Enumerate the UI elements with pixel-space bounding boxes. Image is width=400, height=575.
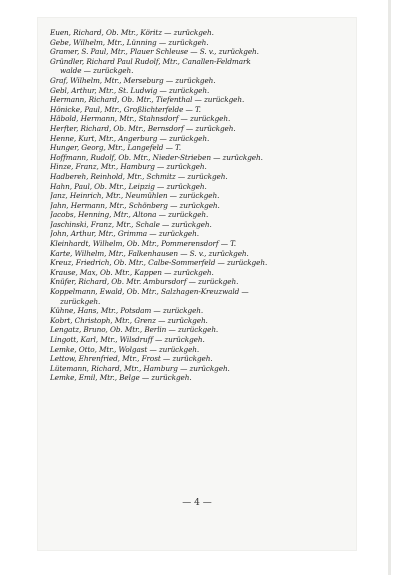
entry-text: Kobrt, Christoph, Mtr., Grenz — zurückgeh. (50, 315, 208, 325)
entry-text: Hermann, Richard, Ob. Mtr., Tiefenthal — zurückgeh. (50, 95, 245, 105)
entry-text: Hadbereh, Reinhold, Mtr., Schmitz — zurückgeh. (50, 171, 228, 181)
list-item (50, 86, 354, 96)
list-item (50, 47, 354, 57)
entry-text: Kleinhardt, Wilhelm, Ob. Mtr., Pommerensdorf — T. (50, 239, 237, 249)
entry-text: Hoffmann, Rudolf, Ob. Mtr., Nieder-Strieben — zurückgeh. (50, 152, 263, 162)
list-item (50, 105, 354, 115)
list-item (50, 249, 354, 259)
entry-text: Gramer, S. Paul, Mtr., Plauer Schleuse — S. v., zurückgeh. (50, 47, 259, 57)
entry-continuation: walde — zurückgeh. (60, 66, 134, 76)
entry-text: Herfter, Richard, Ob. Mtr., Bernsdorf — zurückgeh. (50, 123, 236, 133)
list-item (50, 277, 354, 287)
list-item (50, 28, 354, 38)
page-number: — 4 — (182, 498, 212, 508)
entry-text: Gebl, Arthur, Mtr., St. Ludwig — zurückgeh. (50, 85, 210, 95)
entry-text: John, Arthur, Mtr., Grimma — zurückgeh. (50, 229, 199, 239)
entry-text: Euen, Richard, Ob. Mtr., Köritz — zurückgeh. (50, 28, 214, 37)
list-item (50, 114, 354, 124)
entry-text: Gründler, Richard Paul Rudolf, Mtr., Canallen-Feldmark (50, 56, 251, 66)
entry-text: Lemke, Emil, Mtr., Belge — zurückgeh. (50, 373, 192, 383)
list-item (50, 143, 354, 153)
entry-text: Lütemann, Richard, Mtr., Hamburg — zurückgeh. (50, 363, 230, 373)
list-item (50, 325, 354, 335)
entry-text: Lengatz, Bruno, Ob. Mtr., Berlin — zurückgeh. (50, 325, 219, 335)
entry-text: Koppelmann, Ewald, Ob. Mtr., Salzhagen-Kreuzwald — (50, 287, 249, 297)
entry-text: Kühne, Hans, Mtr., Potsdam — zurückgeh. (50, 306, 204, 316)
entry-list (50, 28, 354, 383)
list-item (50, 76, 354, 86)
entry-text: Hunger, Georg, Mtr., Langefeld — T. (50, 143, 181, 153)
entry-text: Lingott, Karl, Mtr., Wilsdruff — zurückgeh. (50, 335, 205, 344)
list-item (50, 354, 354, 364)
list-item (50, 153, 354, 163)
entry-text: Hönicke, Paul, Mtr., Großlichterfelde — T. (50, 104, 201, 114)
list-item (50, 373, 354, 383)
entry-text: Lettow, Ehrenfried, Mtr., Frost — zurückgeh. (50, 354, 213, 364)
entry-text: Kreuz, Friedrich, Ob. Mtr., Calbe-Sommerfeld — zurückgeh. (50, 258, 268, 268)
document-page (38, 18, 356, 550)
entry-text: Graf, Wilhelm, Mtr., Merseburg — zurückgeh. (50, 75, 216, 85)
entry-text: Karte, Wilhelm, Mtr., Falkenhausen — S. v., zurückgeh. (50, 248, 249, 258)
entry-text: Henne, Kurt, Mtr., Angerburg — zurückgeh. (50, 133, 210, 143)
entry-text: Jaschinski, Franz, Mtr., Schale — zurückgeh. (50, 219, 212, 229)
list-item (50, 335, 354, 345)
list-item (50, 124, 354, 134)
list-item (50, 162, 354, 172)
entry-text: Hahn, Paul, Ob. Mtr., Leipzig — zurückgeh. (50, 181, 207, 191)
list-item (50, 345, 354, 355)
entry-continuation: zurückgeh. (60, 296, 101, 306)
list-item (50, 210, 354, 220)
entry-text: Gebe, Wilhelm, Mtr., Lünning — zurückgeh. (50, 37, 209, 47)
entry-text: Krause, Max, Ob. Mtr., Kappen — zurückgeh. (50, 267, 214, 277)
list-item (50, 191, 354, 201)
entry-text: Jahn, Hermann, Mtr., Schönberg — zurückgeh. (50, 200, 220, 210)
entry-text: Häbold, Hermann, Mtr., Stahnsdorf — zurückgeh. (50, 114, 231, 124)
list-item (50, 258, 354, 268)
list-item (50, 134, 354, 144)
list-item (50, 172, 354, 182)
list-item (50, 268, 354, 278)
list-item (50, 95, 354, 105)
list-item (50, 229, 354, 239)
entry-text: Knüfer, Richard, Ob. Mtr. Ambursdorf — zurückgeh. (50, 277, 239, 287)
list-item (50, 38, 354, 48)
list-item (50, 201, 354, 211)
list-item (50, 316, 354, 326)
entry-text: Lemke, Otto, Mtr., Wolgast — zurückgeh. (50, 344, 200, 354)
list-item (50, 220, 354, 230)
list-item (50, 182, 354, 192)
list-item (50, 239, 354, 249)
entry-text: Janz, Heinrich, Mtr., Neumühlen — zurückgeh. (50, 191, 220, 201)
list-item (50, 57, 354, 76)
entry-text: Jacobs, Henning, Mtr., Altona — zurückgeh. (50, 210, 209, 220)
list-item (50, 306, 354, 316)
list-item (50, 364, 354, 374)
list-item (50, 287, 354, 306)
entry-text: Hinze, Franz, Mtr., Hamburg — zurückgeh. (50, 162, 207, 172)
scan-edge (388, 0, 391, 575)
